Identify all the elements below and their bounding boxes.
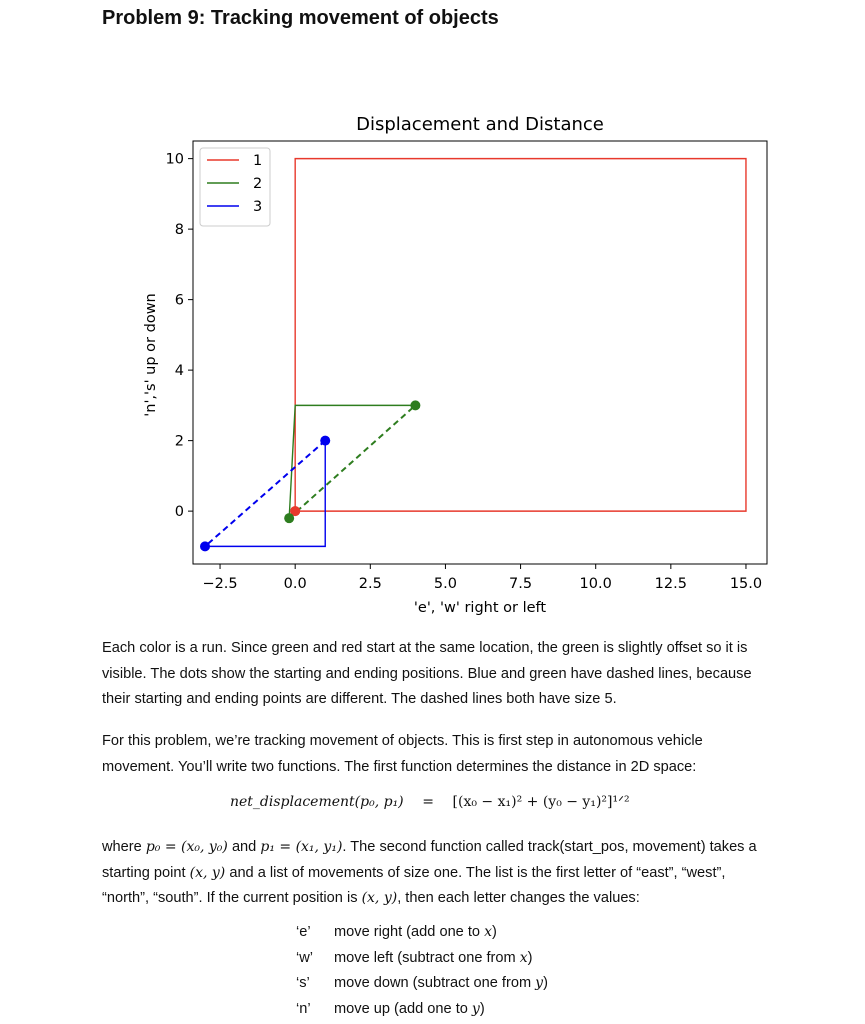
where-text-4: and a list of movements of size one. The list is the first letter of “east”, “west”, “north”, “south”. If the current position is <box>102 864 726 906</box>
movement-close: ) <box>543 975 548 991</box>
movement-close: ) <box>527 949 533 966</box>
y-tick-label: 2 <box>174 433 184 450</box>
x-tick-label: 12.5 <box>654 576 687 592</box>
y-tick-label: 4 <box>174 363 184 380</box>
movement-key: ‘s’ <box>296 975 310 991</box>
start-point-2 <box>284 513 294 523</box>
movement-row <box>296 920 548 946</box>
x-tick-label: −2.5 <box>202 576 238 592</box>
intro-paragraph: For this problem, we’re tracking movement of objects. This is first step in autonomous vehicle movement. You’ll write two functions. The first function determines the distance in 2D space: <box>102 733 703 775</box>
where-text-2: and <box>231 839 257 855</box>
movement-var: x <box>519 949 528 966</box>
series-line-1 <box>295 159 746 512</box>
movement-close: ) <box>479 1000 485 1017</box>
movement-desc: move right (add one to <box>334 924 485 940</box>
page-title: Problem 9: Tracking movement of objects <box>102 7 499 29</box>
formula-equals: = <box>422 794 434 810</box>
movement-row <box>296 946 548 972</box>
movement-desc: move up (add one to <box>334 1000 472 1017</box>
movement-row <box>296 971 548 997</box>
formula-lhs: net_displacement(p₀, p₁) <box>230 794 404 810</box>
chart-legend <box>200 148 270 226</box>
formula-rhs: [(x₀ − x₁)² + (y₀ − y₁)²]¹ᐟ² <box>452 794 630 810</box>
legend-label-2: 2 <box>253 176 263 192</box>
y-tick-label: 10 <box>165 151 184 168</box>
chart-marks <box>166 141 767 592</box>
x-axis-label: 'e', 'w' right or left <box>413 600 547 616</box>
x-tick-label: 0.0 <box>283 576 307 592</box>
legend-label-1: 1 <box>253 153 263 169</box>
y-tick-label: 6 <box>174 292 184 309</box>
end-point-2 <box>410 400 420 410</box>
xy-point: (x, y) <box>189 864 226 881</box>
movement-var: y <box>471 1000 480 1017</box>
x-tick-label: 15.0 <box>729 576 763 592</box>
movement-table <box>296 920 548 1022</box>
where-text-1: where <box>102 839 142 855</box>
track-description <box>102 835 766 912</box>
p1-definition: p₁ = (x₁, y₁) <box>260 839 343 855</box>
x-tick-label: 2.5 <box>358 576 382 592</box>
movement-row <box>296 997 548 1023</box>
x-tick-label: 5.0 <box>433 576 457 592</box>
where-text-5: , then each letter changes the values: <box>397 890 640 906</box>
movement-desc: move left (subtract one from <box>334 949 520 966</box>
displacement-formula <box>230 794 630 810</box>
x-tick-label: 10.0 <box>579 576 612 592</box>
movement-key: ‘e’ <box>296 924 311 940</box>
movement-var: y <box>535 975 544 991</box>
movement-close: ) <box>491 924 497 940</box>
y-tick-label: 0 <box>174 504 184 521</box>
plot-frame <box>193 141 767 564</box>
displacement-line-3 <box>205 441 325 547</box>
movement-var: x <box>484 924 492 940</box>
legend-label-3: 3 <box>253 199 263 215</box>
chart-title: Displacement and Distance <box>356 114 604 135</box>
movement-key: ‘w’ <box>296 949 314 966</box>
movement-desc: move down (subtract one from <box>334 975 536 991</box>
end-point-3 <box>200 541 210 551</box>
y-tick-label: 8 <box>174 222 184 239</box>
chart-caption: Each color is a run. Since green and red start at the same location, the green is slightly offset so it is visible. The dots show the starting and ending positions. Blue and green have dashed lines, because their starting and ending points are different. The dashed lines both have size 5. <box>102 640 752 707</box>
start-point-3 <box>320 436 330 446</box>
xy-point-2: (x, y) <box>361 890 398 906</box>
movement-key: ‘n’ <box>296 1000 311 1017</box>
displacement-line-2 <box>289 405 415 518</box>
y-axis-label: 'n','s' up or down <box>143 293 159 417</box>
p0-definition: p₀ = (x₀, y₀) <box>145 839 228 855</box>
where-text-3: . The second function called track(start_pos, movement) takes a starting point <box>102 839 757 881</box>
x-tick-label: 7.5 <box>509 576 533 592</box>
